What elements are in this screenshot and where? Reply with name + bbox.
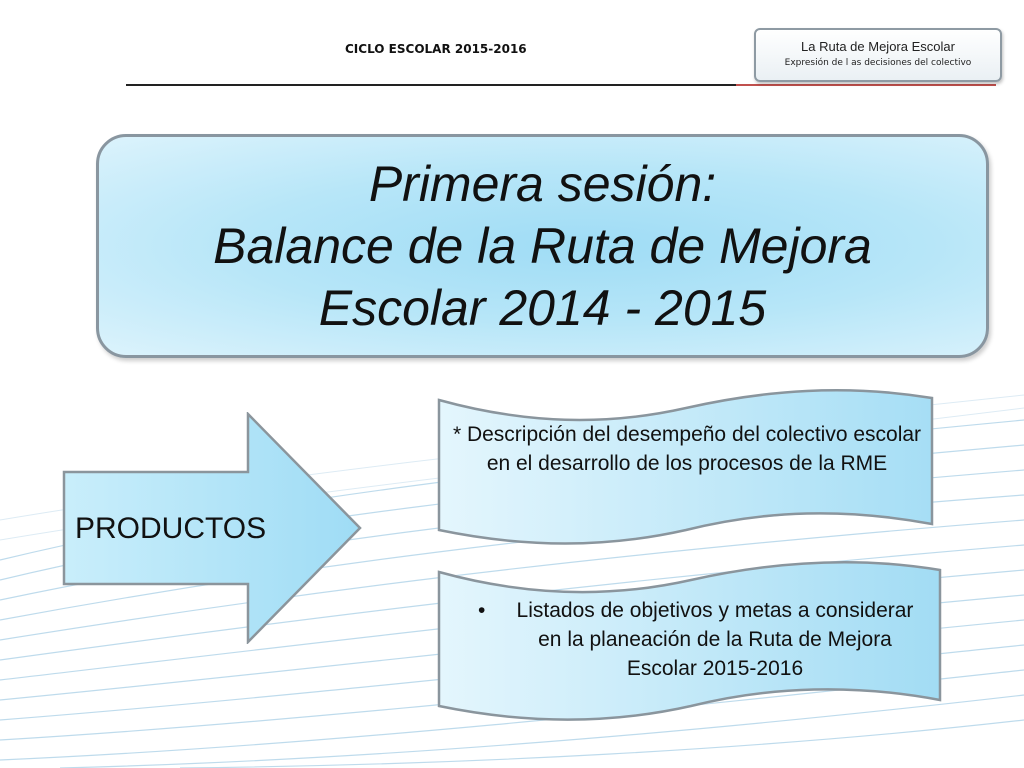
session-title-line-2: Balance de la Ruta de Mejora xyxy=(213,218,872,274)
session-title-line-1: Primera sesión: xyxy=(368,156,717,212)
session-title-box xyxy=(96,134,989,358)
badge-subtitle: Expresión de l as decisiones del colectivo xyxy=(784,58,972,68)
product-text-1: * Descripción del desempeño del colectivo escolar en el desarrollo de los procesos de la RME xyxy=(452,423,922,475)
product-bullet-2: • xyxy=(478,599,486,622)
school-cycle-label: CICLO ESCOLAR 2015-2016 xyxy=(345,42,527,56)
products-label: PRODUCTOS xyxy=(75,512,267,545)
badge-title: La Ruta de Mejora Escolar xyxy=(801,39,955,54)
session-title-line-3: Escolar 2014 - 2015 xyxy=(318,280,767,336)
header-divider-accent xyxy=(736,84,996,86)
program-badge xyxy=(754,28,1002,82)
product-text-2: Listados de objetivos y metas a considerar en la planeación de la Ruta de Mejora Escolar 2015-2016 xyxy=(516,599,914,680)
